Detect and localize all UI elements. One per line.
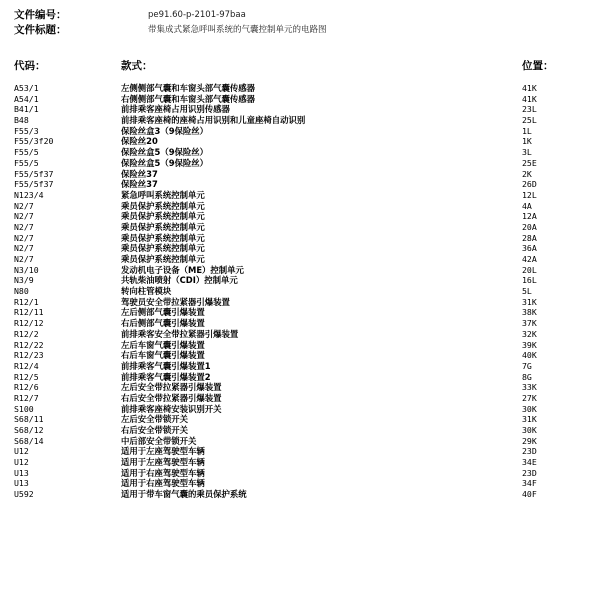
row-model: 乘员保护系统控制单元 [121,211,205,222]
table-row [0,297,604,308]
row-model: 前排乘客气囊引爆装置1 [121,360,211,371]
row-code: R12/12 [14,318,44,329]
row-model: 转向柱管模块 [121,286,172,297]
table-row [0,254,604,265]
table-row [0,83,604,94]
row-code: U13 [14,478,29,489]
row-model: 保险丝20 [121,136,158,147]
row-position: 8G [522,371,532,382]
row-position: 23D [522,446,537,457]
row-position: 4A [522,200,532,211]
row-position: 23D [522,467,537,478]
row-code: R12/22 [14,339,44,350]
table-row [0,425,604,436]
row-model: 保险丝盒3（9保险丝） [121,125,209,136]
row-code: N123/4 [14,189,44,200]
row-position: 30K [522,425,537,435]
row-position: 39K [522,339,537,350]
table-row [0,468,604,479]
row-model: 右后车窗气囊引爆装置 [121,350,205,361]
row-model: 保险丝37 [121,179,158,190]
table-row [0,94,604,105]
row-code: F55/3f20 [14,136,54,147]
row-code: S68/12 [14,425,44,435]
header-position: 位置： [522,60,554,72]
row-model: 右后侧部气囊引爆装置 [121,318,205,329]
row-position: 23L [522,104,537,115]
row-model: 适用于左座驾驶型车辆 [121,446,205,457]
row-position: 3L [522,147,532,158]
row-code: U12 [14,446,29,457]
row-code: N80 [14,286,29,297]
row-position: 5L [522,286,532,297]
row-code: U13 [14,467,29,478]
row-position: 7G [522,360,532,371]
row-position: 28A [522,232,537,243]
table-row [0,404,604,415]
row-position: 25L [522,115,537,126]
row-code: N2/7 [14,221,34,232]
row-position: 27K [522,392,537,403]
row-code: N2/7 [14,232,34,243]
row-model: 乘员保护系统控制单元 [121,200,205,211]
table-row [0,382,604,393]
row-model: 适用于右座驾驶型车辆 [121,467,205,478]
row-position: 12L [522,189,537,200]
row-model: 乘员保护系统控制单元 [121,243,205,254]
row-model: 左后车窗气囊引爆装置 [121,339,205,350]
table-row [0,372,604,383]
doc-number-label: 文件编号： [14,9,67,21]
row-position: 20A [522,221,537,232]
row-code: F55/5f37 [14,168,54,179]
row-code: R12/4 [14,360,39,371]
table-row [0,350,604,361]
doc-title-value: 带集成式紧急呼叫系统的气囊控制单元的电路图 [148,25,327,35]
row-code: S68/11 [14,414,44,425]
row-code: R12/23 [14,350,44,361]
table-row [0,329,604,340]
table-row [0,436,604,447]
row-model: 左后安全带拉紧器引爆装置 [121,382,222,393]
row-code: S100 [14,403,34,414]
table-row [0,211,604,222]
table-row [0,233,604,244]
table-row [0,340,604,351]
row-position: 37K [522,318,537,329]
table-row [0,126,604,137]
row-code: U592 [14,489,34,500]
row-code: N2/7 [14,211,34,222]
doc-title-label: 文件标题： [14,24,67,36]
row-model: 前排乘客气囊引爆装置2 [121,371,211,382]
row-model: 右后安全带锁开关 [121,425,188,435]
table-row [0,104,604,115]
row-code: N3/10 [14,264,39,275]
row-position: 2K [522,168,532,179]
row-model: 适用于左座驾驶型车辆 [121,457,205,468]
table-row [0,414,604,425]
header-code: 代码： [14,60,46,72]
row-position: 33K [522,382,537,393]
table-row [0,489,604,500]
row-position: 38K [522,307,537,318]
row-code: R12/6 [14,382,39,393]
row-model: 发动机电子设备（ME）控制单元 [121,264,244,275]
table-row [0,115,604,126]
row-code: R12/1 [14,296,39,307]
table-row [0,361,604,372]
row-model: 保险丝盒5（9保险丝） [121,147,209,158]
row-model: 中后部安全带锁开关 [121,435,197,446]
table-row [0,179,604,190]
row-model: 前排乘客座椅占用识别传感器 [121,104,230,115]
table-row [0,446,604,457]
table-row [0,190,604,201]
row-code: B41/1 [14,104,39,115]
table-row [0,265,604,276]
row-position: 20L [522,264,537,275]
row-model: 乘员保护系统控制单元 [121,232,205,243]
row-model: 前排乘客座椅安装识别开关 [121,403,222,414]
row-model: 乘员保护系统控制单元 [121,221,205,232]
table-row [0,136,604,147]
row-model: 驾驶员安全带拉紧器引爆装置 [121,296,230,307]
row-model: 右侧侧部气囊和车窗头部气囊传感器 [121,93,255,104]
row-code: U12 [14,457,29,468]
row-code: R12/7 [14,392,39,403]
table-row [0,393,604,404]
table-row [0,243,604,254]
component-table [0,83,604,597]
row-model: 保险丝37 [121,168,158,179]
row-position: 36A [522,243,537,254]
row-position: 34E [522,457,537,468]
table-row [0,275,604,286]
row-position: 34F [522,478,537,489]
row-code: F55/5 [14,157,39,168]
header-model: 款式： [121,60,153,72]
row-model: 适用于右座驾驶型车辆 [121,478,205,489]
table-row [0,286,604,297]
row-position: 30K [522,403,537,414]
table-header [0,58,604,74]
row-code: N3/9 [14,275,34,286]
row-code: F55/3 [14,125,39,136]
row-position: 1K [522,136,532,147]
row-model: 保险丝盒5（9保险丝） [121,157,209,168]
row-code: S68/14 [14,435,44,446]
row-model: 右后安全带拉紧器引爆装置 [121,392,222,403]
row-code: R12/11 [14,307,44,318]
row-model: 乘员保护系统控制单元 [121,254,205,264]
row-position: 12A [522,211,537,222]
row-code: F55/5f37 [14,179,54,190]
row-model: 前排乘客安全带拉紧器引爆装置 [121,328,239,339]
row-position: 42A [522,254,537,264]
row-code: R12/2 [14,328,39,339]
row-position: 1L [522,125,532,136]
row-code: A54/1 [14,93,39,104]
row-position: 26D [522,179,537,190]
table-row [0,201,604,212]
row-code: F55/5 [14,147,39,158]
table-row [0,222,604,233]
row-position: 16L [522,275,537,286]
row-model: 适用于带车窗气囊的乘员保护系统 [121,489,247,500]
row-code: B48 [14,115,29,126]
row-position: 29K [522,435,537,446]
row-position: 40K [522,350,537,361]
row-position: 31K [522,414,537,425]
row-code: R12/5 [14,371,39,382]
table-row [0,158,604,169]
row-position: 40F [522,489,537,500]
row-position: 31K [522,296,537,307]
row-model: 左后侧部气囊引爆装置 [121,307,205,318]
row-position: 25E [522,157,537,168]
table-row [0,147,604,158]
table-row [0,169,604,180]
row-model: 紧急呼叫系统控制单元 [121,189,205,200]
table-row [0,478,604,489]
doc-number-value: pe91.60-p-2101-97baa [148,10,246,20]
row-model: 左侧侧部气囊和车窗头部气囊传感器 [121,83,255,93]
row-model: 左后安全带锁开关 [121,414,188,425]
row-position: 32K [522,328,537,339]
row-code: N2/7 [14,243,34,254]
table-row [0,318,604,329]
row-model: 前排乘客座椅的座椅占用识别和儿童座椅自动识别 [121,115,306,126]
row-code: N2/7 [14,200,34,211]
row-position: 41K [522,83,537,93]
table-row [0,457,604,468]
row-code: A53/1 [14,83,39,93]
row-model: 共轨柴油喷射（CDI）控制单元 [121,275,238,286]
table-row [0,307,604,318]
row-code: N2/7 [14,254,34,264]
row-position: 41K [522,93,537,104]
